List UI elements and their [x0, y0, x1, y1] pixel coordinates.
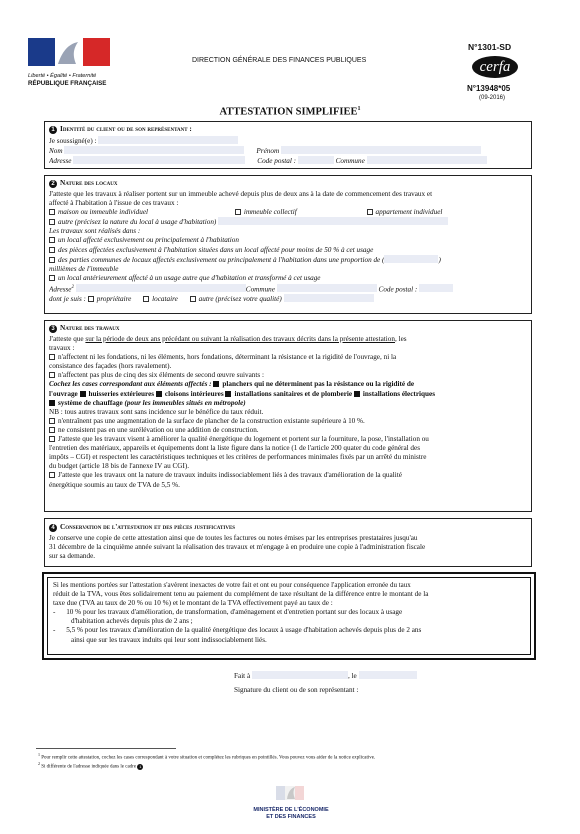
planchers-label: planchers qui ne déterminent pas la résistance ou la rigidité de	[222, 380, 415, 389]
local-adresse-label: Adresse	[49, 285, 72, 294]
elements-row-3	[49, 399, 527, 408]
locataire-label: locataire	[152, 295, 178, 304]
r3-row: des parties communes de locaux affectés exclusivement ou principalement à l'habitation dans une proportion de ( )	[49, 255, 527, 265]
r3-continued: millièmes de l'immeuble	[49, 264, 119, 273]
checkbox-sanitaires[interactable]	[225, 391, 231, 397]
warning-bullet-2b-text: ainsi que sur les travaux induits qui leur sont indissociablement liés.	[71, 635, 267, 644]
r1-label: un local affecté exclusivement ou principalement à l'habitation	[58, 236, 239, 245]
ouvrage-label: l'ouvrage	[49, 389, 78, 398]
elements-row-2	[49, 390, 527, 399]
elements-row-1	[49, 380, 527, 389]
a4-row	[49, 426, 527, 435]
r1-row	[49, 236, 527, 245]
a6-line-2: énergétique soumis au taux de TVA de 5,5 %.	[49, 480, 180, 489]
s3-intro-a: J'atteste que	[49, 335, 86, 343]
title-footnote-ref: 1	[357, 106, 361, 112]
prenom-field[interactable]	[281, 146, 481, 154]
a5-row	[49, 435, 527, 444]
warning-bullet-1b-text: d'habitation achevés depuis plus de 2 ans ;	[71, 617, 193, 626]
checkbox-electriques[interactable]	[354, 391, 360, 397]
warning-box	[42, 572, 536, 660]
ministry-line-1: MINISTÈRE DE L'ÉCONOMIE	[253, 807, 329, 813]
checkbox-second-oeuvre[interactable]	[49, 372, 55, 378]
footnote-separator	[36, 748, 176, 749]
cp-label: Code postal :	[257, 157, 297, 166]
cerfa-number: N°13948*05	[467, 84, 511, 93]
checkbox-cloisons[interactable]	[156, 391, 162, 397]
local-adresse-field[interactable]	[76, 284, 246, 292]
cerfa-logo-text: cerfa	[479, 59, 511, 75]
adresse-field[interactable]	[73, 156, 245, 164]
checkbox-autre-qualite[interactable]	[190, 296, 196, 302]
a5-line-4: du budget (article 18 bis de l'annexe IV au CGI).	[49, 462, 190, 471]
section-number: 1	[49, 126, 57, 134]
s4-line-3: sur sa demande.	[49, 552, 96, 561]
section-number: 2	[49, 180, 57, 188]
directorate: DIRECTION GÉNÉRALE DES FINANCES PUBLIQUES	[192, 57, 367, 64]
appartement-label: appartement individuel	[375, 208, 443, 217]
checkbox-huisseries[interactable]	[80, 391, 86, 397]
a2-row	[49, 371, 527, 380]
checkbox-local-transforme[interactable]	[49, 275, 55, 281]
warning-line-3: taxe due (TVA au taux de 20 % ou 10 %) et le montant de la TVA effectivement payé au taux de :	[53, 599, 333, 608]
a4-label: ne consistent pas en une surélévation ou une addition de construction.	[58, 425, 259, 434]
a2-label: n'affectent pas plus de cinq des six éléments de second œuvre suivants :	[58, 371, 264, 380]
chauffage-note: (pour les immeubles situés en métropole)	[124, 398, 246, 407]
address-line	[49, 156, 527, 166]
immeuble-collectif-label: immeuble collectif	[243, 208, 297, 217]
checkbox-planchers[interactable]	[213, 381, 219, 387]
s4-line-1: Je conserve une copie de cette attestation ainsi que de toutes les factures ou notes émises par les entreprises prestataires jusqu'au	[49, 534, 418, 542]
adresse-footnote-ref: 2	[71, 284, 74, 290]
s3-intro-underlined: sur la période de deux ans précédant ou suivant la réalisation des travaux décrits dans la présente attestation	[85, 335, 395, 343]
name-line	[49, 146, 527, 156]
r4-row	[49, 274, 527, 283]
a6-row	[49, 471, 527, 480]
section-nature-travaux	[44, 320, 532, 512]
milliemes-field[interactable]	[384, 255, 438, 263]
section-title: Identité du client ou de son représentant :	[60, 124, 192, 133]
a1-row	[49, 353, 527, 362]
checkbox-immeuble-collectif[interactable]	[235, 209, 241, 215]
footnote-1-text: Pour remplir cette attestation, cochez les cases correspondant à votre situation et complétez les rubriques en pointillés. Vous pouvez vous aider de la notice explicative.	[41, 755, 376, 761]
s3-intro-c: travaux :	[49, 344, 75, 353]
sanitaires-label: installations sanitaires et de plomberie	[234, 389, 353, 398]
commune-field[interactable]	[367, 156, 487, 164]
section-title: Conservation de l'attestation et des pièces justificatives	[60, 522, 236, 531]
r2-row	[49, 246, 527, 255]
prenom-label: Prénom	[256, 147, 280, 156]
soussigne-label: Je soussigné(e) :	[49, 137, 97, 145]
s3-intro-b: , les	[394, 335, 407, 343]
cerfa-logo	[472, 56, 518, 78]
qualite-row	[49, 294, 527, 304]
s4-line-2: 31 décembre de la cinquième année suivant la réalisation des travaux et m'engage à en produire une copie à l'administration fiscale	[49, 543, 426, 552]
s3-intro	[49, 335, 527, 344]
checkbox-appartement[interactable]	[367, 209, 373, 215]
warning-bullet-2b	[53, 636, 525, 645]
checkbox-chauffage[interactable]	[49, 400, 55, 406]
section-nature-locaux	[44, 175, 532, 314]
checkbox-autre-local[interactable]	[49, 219, 55, 225]
footnote-1: $^1$ Pour remplir cette attestation, cochez les cases correspondant à votre situation et complétez les rubriques en pointillés. Vous pouvez vous aider de la notice explicative.	[38, 752, 376, 761]
section-number: 3	[49, 325, 57, 333]
checkbox-surface[interactable]	[49, 418, 55, 424]
a1-label: n'affectent ni les fondations, ni les éléments, hors fondations, déterminant la résistance et la rigidité de l'ouvrage, ni la	[58, 353, 397, 362]
commune-label: Commune	[335, 157, 365, 166]
local-cp-field[interactable]	[419, 284, 453, 292]
soussigne-line	[49, 136, 527, 146]
flag-icon	[28, 38, 110, 66]
ministry-logo	[250, 782, 332, 821]
checkbox-surelevation[interactable]	[49, 427, 55, 433]
s2-intro-2: affecté à l'habitation à l'issue de ces travaux :	[49, 199, 179, 208]
local-cp-label: Code postal :	[378, 285, 418, 294]
r4-label: un local antérieurement affecté à un usage autre que d'habitation et transformé à cet usage	[58, 273, 321, 282]
cochez-label: Cochez les cases correspondant aux éléments affectés :	[49, 380, 212, 389]
autre-local-field[interactable]	[218, 217, 448, 225]
section-title: Nature des locaux	[60, 178, 118, 187]
checkbox-proprietaire[interactable]	[88, 296, 94, 302]
section-title: Nature des travaux	[60, 323, 120, 332]
warning-bullet-1b	[53, 617, 525, 626]
r3-label: des parties communes de locaux affectés exclusivement ou principalement à l'habitation dans une proportion de (	[58, 255, 385, 264]
nb-note: NB : tous autres travaux sont sans incidence sur le bénéfice du taux réduit.	[49, 407, 264, 416]
r2-label: des pièces affectées exclusivement à l'habitation situées dans un local affecté pour moins de 50 % à cet usage	[58, 245, 374, 254]
checkbox-qualite-energetique[interactable]	[49, 436, 55, 442]
footnote-2-text: Si différente de l'adresse indiquée dans le cadre	[41, 764, 137, 770]
form-number: N°1301-SD	[468, 42, 512, 52]
local-address-row	[49, 283, 527, 294]
section-1-ref-icon: 1	[139, 763, 142, 769]
checkbox-pieces-habitation[interactable]	[49, 247, 55, 253]
a6-label: J'atteste que les travaux ont la nature de travaux induits indissociablement liés à des travaux d'amélioration de la qualité	[58, 471, 402, 480]
marianne-logo	[28, 38, 110, 87]
page-title-text: ATTESTATION SIMPLIFIEE	[219, 106, 358, 118]
page-title	[0, 106, 580, 118]
warning-bullet-1-text: 10 % pour les travaux d'amélioration, de transformation, d'aménagement et d'entretien portant sur des locaux à usage	[66, 608, 403, 617]
checkbox-travaux-induits[interactable]	[49, 472, 55, 478]
a5-label: J'atteste que les travaux visent à améliorer la qualité énergétique du logement et portent sur la fourniture, la pose, l'installation ou	[58, 435, 429, 444]
section-conservation	[44, 518, 532, 567]
signature-label: Signature du client ou de son représentant :	[234, 686, 359, 694]
republic-motto: Liberté • Égalité • Fraternité	[28, 73, 97, 79]
electriques-label: installations électriques	[362, 389, 435, 398]
warning-line-1: Si les mentions portées sur l'attestation s'avèrent inexactes de votre fait et ont eu pour conséquence l'application erronée du taux	[53, 581, 411, 589]
a5-line-3: impôts – CGI) et respectent les caractéristiques techniques et les critères de performances minimales fixés par un arrêté du ministre	[49, 453, 427, 462]
checkbox-parties-communes[interactable]	[49, 257, 55, 263]
fait-label: Fait à	[234, 672, 251, 680]
chauffage-label: système de chauffage	[58, 398, 123, 407]
a1-continued: consistance des façades (hors ravalement).	[49, 362, 172, 371]
a3-row	[49, 417, 527, 426]
maison-label: maison ou immeuble individuel	[58, 208, 149, 217]
fait-a-field[interactable]	[252, 671, 348, 679]
s2-intro-1: J'atteste que les travaux à réaliser portent sur un immeuble achevé depuis plus de deux ans à la date de commencement des travaux et	[49, 190, 433, 198]
nom-field[interactable]	[64, 146, 244, 154]
checkbox-locataire[interactable]	[143, 296, 149, 302]
autre-local-label: autre (précisez la nature du local à usage d'habitation)	[58, 218, 217, 227]
travaux-realises-label: Les travaux sont réalisés dans :	[49, 227, 141, 236]
checkbox-maison[interactable]	[49, 209, 55, 215]
footnote-2: $^2$ Si différente de l'adresse indiquée dans le cadre 1	[38, 761, 142, 770]
date-field[interactable]	[359, 671, 417, 679]
checkbox-fondations[interactable]	[49, 354, 55, 360]
section-client-identity	[44, 121, 532, 169]
dont-label: dont je suis :	[49, 295, 86, 304]
cloisons-label: cloisons intérieures	[164, 389, 224, 398]
fait-a-line	[234, 671, 417, 681]
soussigne-field[interactable]	[98, 136, 238, 144]
warning-line-2: réduit de la TVA, vous êtes solidairement tenu au paiement du complément de taxe résultant de la différence entre le montant de la	[53, 590, 429, 599]
local-commune-field[interactable]	[277, 284, 377, 292]
republic-name: RÉPUBLIQUE FRANÇAISE	[28, 80, 107, 87]
ministry-emblem-icon	[276, 782, 306, 802]
ministry-line-2: ET DES FINANCES	[266, 814, 316, 820]
section-number: 4	[49, 524, 57, 532]
proprietaire-label: propriétaire	[96, 295, 132, 304]
warning-bullet-2: - 5,5 % pour les travaux d'amélioration de la qualité énergétique des locaux à usage d'habitation achevés depuis plus de 2 ans	[53, 626, 422, 635]
local-commune-label: Commune	[245, 285, 275, 294]
warning-bullet-1: - 10 % pour les travaux d'amélioration, de transformation, d'aménagement et d'entretien portant sur des locaux à usage	[53, 608, 403, 617]
a5-line-2: l'entretien des matériaux, appareils et équipements dont la liste figure dans la notice (1 de l'article 200 quater du code général des	[49, 444, 421, 453]
cp-field[interactable]	[298, 156, 334, 164]
a3-label: n'entraînent pas une augmentation de la surface de plancher de la construction existante supérieure à 10 %.	[58, 416, 365, 425]
nom-label: Nom	[49, 147, 63, 156]
building-type-row	[49, 208, 527, 217]
edition: (09-2016)	[479, 95, 506, 101]
huisseries-label: huisseries extérieures	[88, 389, 155, 398]
autre-qualite-label: autre (précisez votre qualité)	[198, 295, 282, 304]
warning-bullet-2-text: 5,5 % pour les travaux d'amélioration de la qualité énergétique des locaux à usage d'habitation achevés depuis plus de 2 ans	[66, 626, 422, 635]
adresse-label: Adresse	[49, 157, 72, 166]
le-label: , le	[347, 672, 357, 680]
autre-local-row	[49, 217, 527, 227]
autre-qualite-field[interactable]	[284, 294, 374, 302]
checkbox-local-habitation[interactable]	[49, 237, 55, 243]
